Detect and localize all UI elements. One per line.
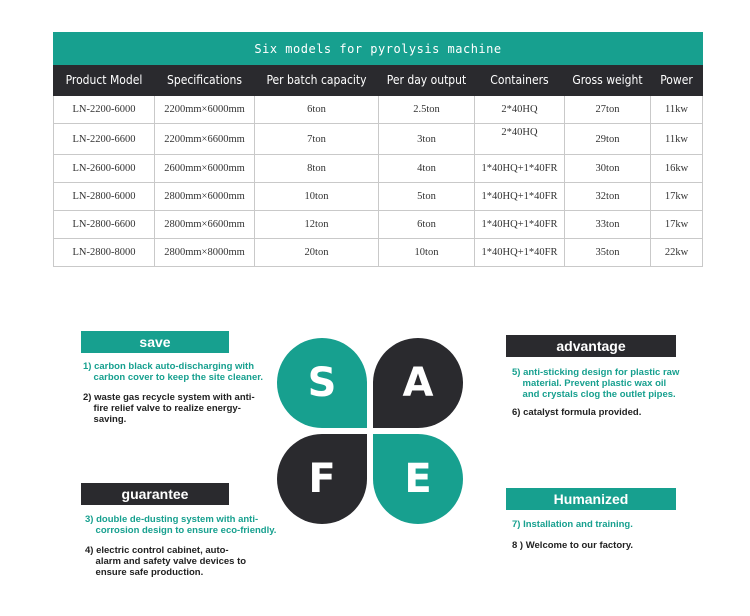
guarantee-label: guarantee (81, 483, 229, 505)
cell-containers: 1*40HQ+1*40FR (475, 211, 565, 239)
cell-power: 16kw (651, 155, 703, 183)
table-title: Six models for pyrolysis machine (54, 33, 703, 65)
cell-power: 22kw (651, 239, 703, 267)
guarantee-item-3: 3) double de-dusting system with anti- corrosion design to ensure eco-friendly. (85, 514, 277, 536)
cell-weight: 33ton (565, 211, 651, 239)
header-day-output: Per day output (379, 65, 475, 96)
cell-containers: 1*40HQ+1*40FR (475, 183, 565, 211)
cell-power: 17kw (651, 183, 703, 211)
cell-model: LN-2200-6000 (54, 96, 155, 124)
safe-petal-a: A (373, 338, 463, 428)
header-containers: Containers (475, 65, 565, 96)
cell-power: 11kw (651, 124, 703, 155)
header-specifications: Specifications (155, 65, 255, 96)
cell-output: 4ton (379, 155, 475, 183)
safe-petal-s: S (277, 338, 367, 428)
cell-weight: 32ton (565, 183, 651, 211)
header-product-model: Product Model (54, 65, 155, 96)
cell-capacity: 10ton (255, 183, 379, 211)
cell-spec: 2200mm×6600mm (155, 124, 255, 155)
cell-model: LN-2200-6600 (54, 124, 155, 155)
cell-output: 2.5ton (379, 96, 475, 124)
table-header-row (54, 65, 703, 96)
safe-petal-f: F (277, 434, 367, 524)
cell-power: 11kw (651, 96, 703, 124)
header-batch-capacity: Per batch capacity (255, 65, 379, 96)
cell-spec: 2200mm×6000mm (155, 96, 255, 124)
cell-capacity: 20ton (255, 239, 379, 267)
cell-capacity: 7ton (255, 124, 379, 155)
cell-weight: 30ton (565, 155, 651, 183)
spec-table (53, 32, 703, 267)
safe-petal-e: E (373, 434, 463, 524)
cell-capacity: 12ton (255, 211, 379, 239)
cell-spec: 2800mm×8000mm (155, 239, 255, 267)
advantage-item-6: 6) catalyst formula provided. (512, 407, 642, 418)
guarantee-item-4: 4) electric control cabinet, auto- alarm and safety valve devices to ensure safe production. (85, 545, 247, 578)
save-label: save (81, 331, 229, 353)
advantage-item-5: 5) anti-sticking design for plastic raw material. Prevent plastic wax oil and crystals clog the outlet pipes. (512, 367, 680, 400)
cell-containers: 1*40HQ+1*40FR (475, 239, 565, 267)
cell-spec: 2800mm×6000mm (155, 183, 255, 211)
header-power: Power (651, 65, 703, 96)
cell-capacity: 8ton (255, 155, 379, 183)
cell-weight: 29ton (565, 124, 651, 155)
cell-output: 3ton (379, 124, 475, 155)
cell-output: 5ton (379, 183, 475, 211)
cell-model: LN-2800-6600 (54, 211, 155, 239)
cell-containers: 2*40HQ (475, 96, 565, 124)
table-title-row (54, 33, 703, 65)
table-row (54, 155, 703, 183)
cell-output: 6ton (379, 211, 475, 239)
header-gross-weight: Gross weight (565, 65, 651, 96)
cell-model: LN-2800-8000 (54, 239, 155, 267)
cell-spec: 2600mm×6000mm (155, 155, 255, 183)
table-row (54, 239, 703, 267)
table-row (54, 124, 703, 155)
advantage-label: advantage (506, 335, 676, 357)
cell-model: LN-2600-6000 (54, 155, 155, 183)
cell-power: 17kw (651, 211, 703, 239)
cell-containers: 1*40HQ+1*40FR (475, 155, 565, 183)
save-item-2: 2) waste gas recycle system with anti- fire relief valve to realize energy- saving. (83, 392, 255, 425)
cell-weight: 35ton (565, 239, 651, 267)
humanized-item-8: 8 ) Welcome to our factory. (512, 540, 634, 551)
table-row (54, 96, 703, 124)
table-row (54, 211, 703, 239)
cell-weight: 27ton (565, 96, 651, 124)
cell-capacity: 6ton (255, 96, 379, 124)
cell-output: 10ton (379, 239, 475, 267)
humanized-item-7: 7) Installation and training. (512, 519, 633, 530)
humanized-label: Humanized (506, 488, 676, 510)
cell-containers: 2*40HQ (475, 124, 565, 155)
save-item-1: 1) carbon black auto-discharging with carbon cover to keep the site cleaner. (83, 361, 264, 383)
table-row (54, 183, 703, 211)
cell-spec: 2800mm×6600mm (155, 211, 255, 239)
cell-model: LN-2800-6000 (54, 183, 155, 211)
